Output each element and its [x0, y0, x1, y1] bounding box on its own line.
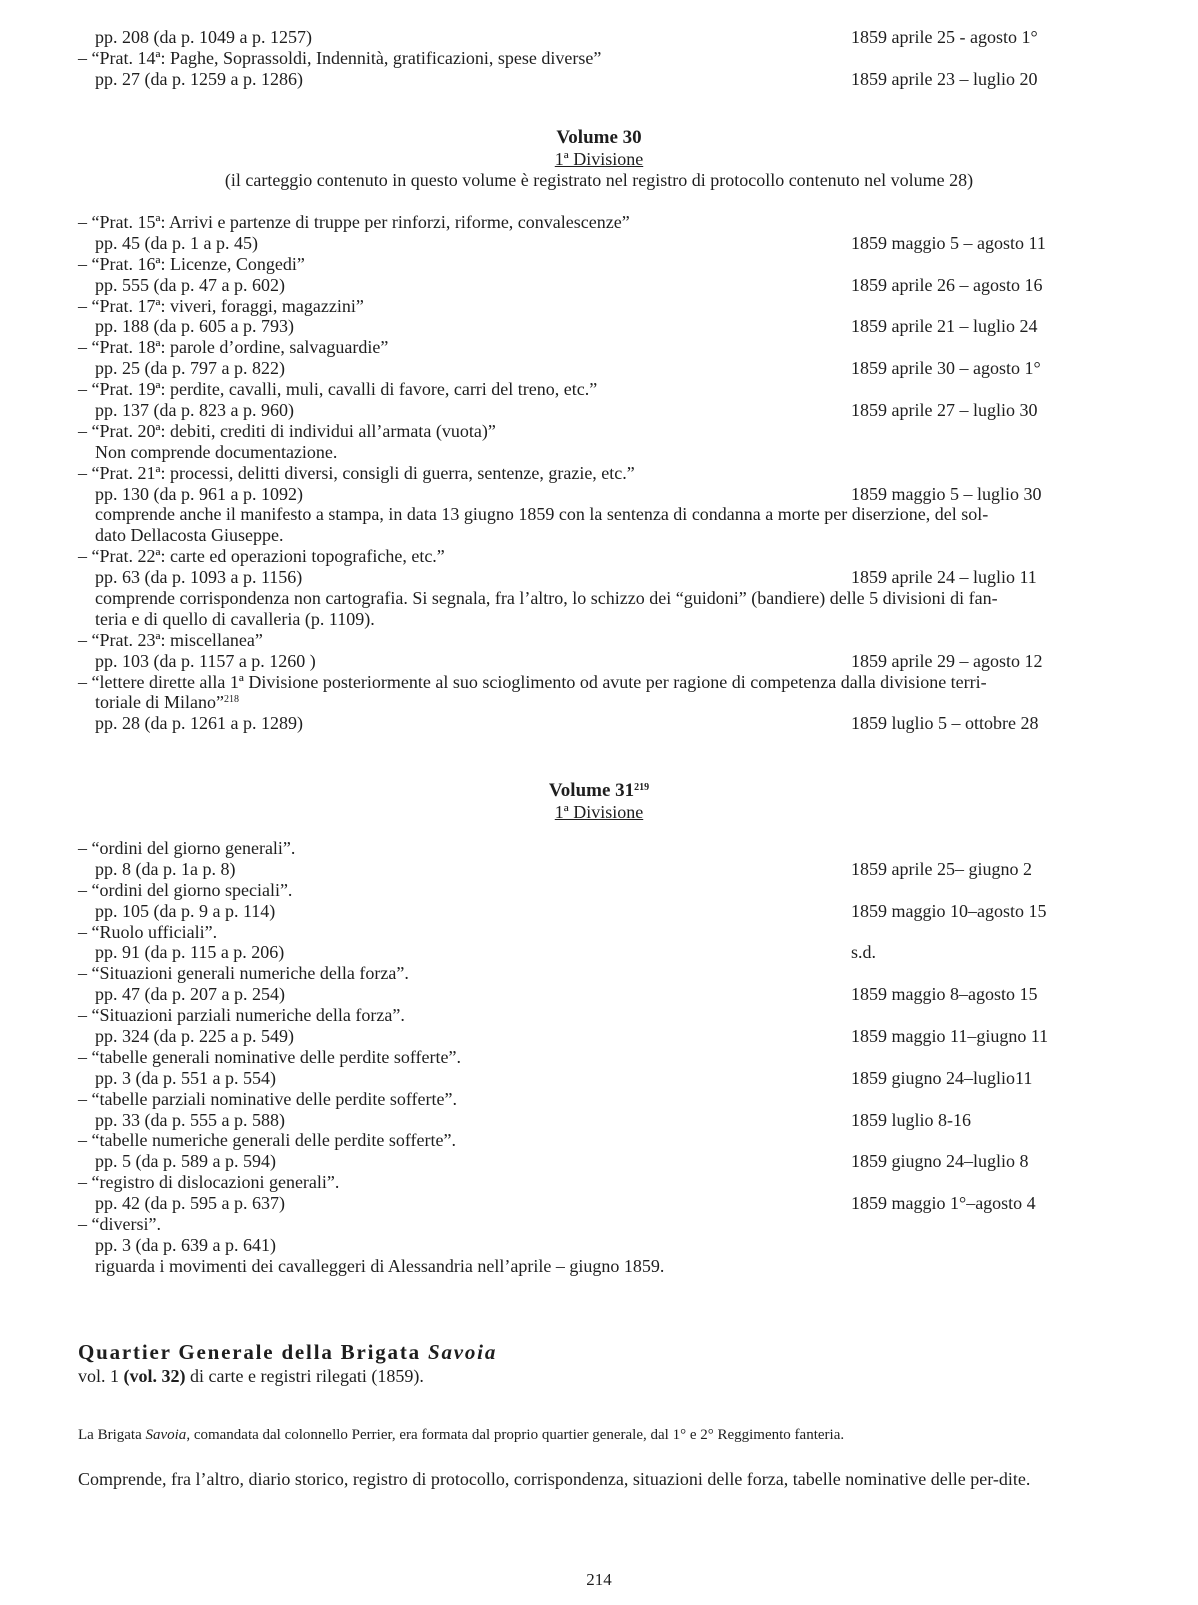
entry-text: – “Prat. 19ª: perdite, cavalli, muli, cavalli di favore, carri del treno, etc.”	[78, 379, 598, 400]
entry-text: riguarda i movimenti dei cavalleggeri di Alessandria nell’aprile – giugno 1859.	[95, 1255, 665, 1276]
volume-31-title: Volume $31^{219}$	[548, 780, 650, 801]
entry-row	[0, 567, 1198, 588]
entry-date: 1859 aprile 30 – agosto 1°	[851, 358, 1041, 379]
entry-text: pp. 91 (da p. 115 a p. 206)	[95, 942, 285, 963]
entry-row	[0, 1235, 1198, 1256]
entry-date: 1859 luglio 5 – ottobre 28	[851, 713, 1039, 734]
entry-text: – “tabelle generali nominative delle perdite sofferte”.	[78, 1046, 461, 1067]
entry-row	[0, 316, 1198, 337]
entry-row	[0, 1026, 1198, 1047]
entry-text: pp. 8 (da p. 1a p. 8)	[95, 858, 236, 879]
entry-text: – “Prat. 15ª: Arrivi e partenze di truppe per rinforzi, riforme, convalescenze”	[78, 212, 630, 232]
entry-date: s.d.	[851, 942, 877, 963]
entry-row	[0, 901, 1198, 922]
entry-row	[0, 254, 1198, 275]
entry-date: 1859 maggio 1°–agosto 4	[851, 1193, 1036, 1214]
entry-date: 1859 aprile 24 – luglio 11	[851, 567, 1037, 588]
entry-text: – “Prat. 22ª: carte ed operazioni topografiche, etc.”	[78, 546, 445, 567]
entry-text: – “Prat. 18ª: parole d’ordine, salvaguardie”	[78, 337, 389, 358]
volume-31-entries	[0, 838, 1198, 1277]
entry-row	[0, 588, 1198, 609]
entry-text: pp. 5 (da p. 589 a p. 594)	[95, 1151, 276, 1172]
entry-row	[0, 484, 1198, 505]
entry-row	[0, 963, 1198, 984]
entry-text: – “Situazioni generali numeriche della forza”.	[78, 963, 409, 984]
entry-text: comprende anche il manifesto a stampa, in data 13 giugno 1859 con la sentenza di condanna a morte per diserzione, del sol-	[95, 504, 989, 525]
entry-row	[0, 713, 1198, 734]
entry-text: – “Prat. 14ª: Paghe, Soprassoldi, Indennità, gratificazioni, spese diverse”	[78, 47, 602, 68]
entry-text: pp. 47 (da p. 207 a p. 254)	[95, 984, 285, 1005]
entry-date: 1859 luglio 8-16	[851, 1109, 971, 1130]
entry-text: pp. 25 (da p. 797 a p. 822)	[95, 358, 285, 379]
entry-text: toriale di Milano”	[95, 692, 224, 713]
entry-row	[0, 233, 1198, 254]
entry-date: 1859 maggio 8–agosto 15	[851, 984, 1038, 1005]
entry-date: 1859 aprile 23 – luglio 20	[851, 68, 1038, 89]
entry-text: – “Prat. 16ª: Licenze, Congedi”	[78, 253, 305, 274]
entry-row	[0, 442, 1198, 463]
volume-30-division: 1ª Divisione	[554, 148, 644, 169]
entry-row	[0, 984, 1198, 1005]
footnote-ref: 218	[223, 694, 239, 706]
entry-text: pp. 27 (da p. 1259 a p. 1286)	[95, 68, 303, 89]
entry-text: – “Situazioni parziali numeriche della forza”.	[78, 1005, 405, 1026]
entry-row	[0, 1256, 1198, 1277]
entry-text: pp. 324 (da p. 225 a p. 549)	[95, 1026, 294, 1047]
entry-row	[0, 651, 1198, 672]
entry-row	[0, 504, 1198, 525]
entry-row	[0, 421, 1198, 442]
entry-text: pp. 188 (da p. 605 a p. 793)	[95, 316, 294, 337]
entry-text: – “tabelle numeriche generali delle perdite sofferte”.	[78, 1130, 456, 1151]
entry-text: Non comprende documentazione.	[95, 441, 338, 462]
volume-30-title: Volume 30	[556, 127, 642, 148]
entry-row	[0, 942, 1198, 963]
entry-row	[0, 212, 1198, 233]
entry-date: 1859 giugno 24–luglio 8	[851, 1151, 1029, 1172]
entry-date: 1859 aprile 27 – luglio 30	[851, 400, 1038, 421]
entry-text: pp. 42 (da p. 595 a p. 637)	[95, 1193, 285, 1214]
entry-date: 1859 maggio 5 – agosto 11	[851, 232, 1046, 253]
page-number: 214	[586, 1570, 612, 1589]
entry-text: – “Prat. 20ª: debiti, crediti di individui all’armata (vuota)”	[78, 420, 496, 441]
entry-text: pp. 130 (da p. 961 a p. 1092)	[95, 483, 303, 504]
entry-text: – “Prat. 17ª: viveri, foraggi, magazzini”	[78, 295, 364, 316]
entry-date: 1859 maggio 10–agosto 15	[851, 900, 1047, 921]
entry-text: pp. 105 (da p. 9 a p. 114)	[95, 900, 276, 921]
entry-row	[0, 1130, 1198, 1151]
entry-text-with-note	[95, 692, 239, 713]
entry-text: – “ordini del giorno speciali”.	[78, 879, 293, 900]
entry-row	[0, 1089, 1198, 1110]
entry-row	[0, 1172, 1198, 1193]
entry-date: 1859 maggio 11–giugno 11	[851, 1026, 1049, 1047]
entry-row	[0, 1193, 1198, 1214]
entry-row	[0, 400, 1198, 421]
entry-row	[0, 337, 1198, 358]
entry-row	[0, 859, 1198, 880]
entry-row	[0, 69, 1198, 90]
entry-date: 1859 maggio 5 – luglio 30	[851, 483, 1042, 504]
entry-text: – “registro di dislocazioni generali”.	[78, 1172, 340, 1193]
entry-row	[0, 1151, 1198, 1172]
entry-date: 1859 aprile 21 – luglio 24	[851, 316, 1038, 337]
entry-row	[0, 525, 1198, 546]
entry-row	[0, 358, 1198, 379]
entry-date: 1859 aprile 29 – agosto 12	[851, 650, 1043, 671]
entry-text: – “Prat. 21ª: processi, delitti diversi, consigli di guerra, sentenze, grazie, etc.”	[78, 462, 635, 483]
entry-row	[0, 880, 1198, 901]
entry-row	[0, 609, 1198, 630]
entry-text: – “Prat. 23ª: miscellanea”	[78, 629, 263, 650]
volume-30-note: (il carteggio contenuto in questo volume è registrato nel registro di protocollo contenuto nel volume 28)	[224, 169, 974, 190]
brigata-subtitle: vol. 1 (vol. 32) di carte e registri rilegati (1859).	[78, 1366, 424, 1386]
entry-text: pp. 3 (da p. 639 a p. 641)	[95, 1234, 276, 1255]
top-entries	[0, 27, 1198, 90]
entry-row	[0, 275, 1198, 296]
volume-31-heading	[0, 781, 1198, 823]
entry-row	[0, 296, 1198, 317]
brigata-description: La Brigata Savoia, comandata dal colonnello Perrier, era formata dal proprio quartier generale, dal 1° e 2° Reggimento fanteria.	[78, 1427, 845, 1443]
entry-row	[0, 630, 1198, 651]
entry-text: dato Dellacosta Giuseppe.	[95, 525, 284, 546]
entry-row	[0, 1047, 1198, 1068]
entry-row	[0, 1110, 1198, 1131]
entry-row	[0, 1005, 1198, 1026]
entry-text: – “Ruolo ufficiali”.	[78, 921, 218, 942]
entry-row	[0, 838, 1198, 859]
entry-text: pp. 103 (da p. 1157 a p. 1260 )	[95, 650, 316, 671]
entry-text: pp. 28 (da p. 1261 a p. 1289)	[95, 713, 303, 734]
entry-row	[0, 546, 1198, 567]
entry-text: teria e di quello di cavalleria (p. 1109).	[95, 608, 375, 629]
entry-text: pp. 555 (da p. 47 a p. 602)	[95, 274, 285, 295]
entry-text: – “tabelle parziali nominative delle perdite sofferte”.	[78, 1088, 457, 1109]
entry-row	[0, 1068, 1198, 1089]
volume-30-heading	[0, 128, 1198, 191]
entry-text: pp. 45 (da p. 1 a p. 45)	[95, 232, 258, 253]
volume-31-division: 1ª Divisione	[554, 801, 644, 822]
volume-30-entries	[0, 212, 1198, 734]
entry-date: 1859 aprile 26 – agosto 16	[851, 274, 1043, 295]
brigata-contents: Comprende, fra l’altro, diario storico, registro di protocollo, corrispondenza, situazioni delle forza, tabelle nominative delle per-dite.	[78, 1469, 1031, 1489]
entry-date: 1859 giugno 24–luglio11	[851, 1067, 1033, 1088]
entry-text: – “diversi”.	[78, 1214, 161, 1235]
entry-text: pp. 63 (da p. 1093 a p. 1156)	[95, 567, 303, 588]
footnote-ref-219: 219	[634, 782, 650, 793]
entry-row	[0, 27, 1198, 48]
entry-text: comprende corrispondenza non cartografia. Si segnala, fra l’altro, lo schizzo dei “guidoni” (bandiere) delle 5 divisioni di fan-	[95, 588, 998, 609]
entry-text: pp. 137 (da p. 823 a p. 960)	[95, 400, 294, 421]
entry-row	[0, 48, 1198, 69]
entry-date: 1859 aprile 25 - agosto 1°	[851, 27, 1038, 47]
entry-text: pp. 3 (da p. 551 a p. 554)	[95, 1067, 276, 1088]
entry-row	[0, 379, 1198, 400]
entry-date: 1859 aprile 25– giugno 2	[851, 858, 1032, 879]
entry-row	[0, 672, 1198, 693]
brigata-heading: Quartier Generale della Brigata Savoia	[78, 1340, 498, 1364]
entry-row	[0, 692, 1198, 713]
entry-row	[0, 1214, 1198, 1235]
entry-text: – “ordini del giorno generali”.	[78, 838, 296, 858]
entry-text: pp. 208 (da p. 1049 a p. 1257)	[95, 27, 312, 47]
entry-text: pp. 33 (da p. 555 a p. 588)	[95, 1109, 285, 1130]
entry-row	[0, 463, 1198, 484]
entry-text: – “lettere dirette alla 1ª Divisione posteriormente al suo scioglimento od avute per ragione di competenza dalla divisione terri-	[78, 671, 987, 692]
entry-row	[0, 922, 1198, 943]
